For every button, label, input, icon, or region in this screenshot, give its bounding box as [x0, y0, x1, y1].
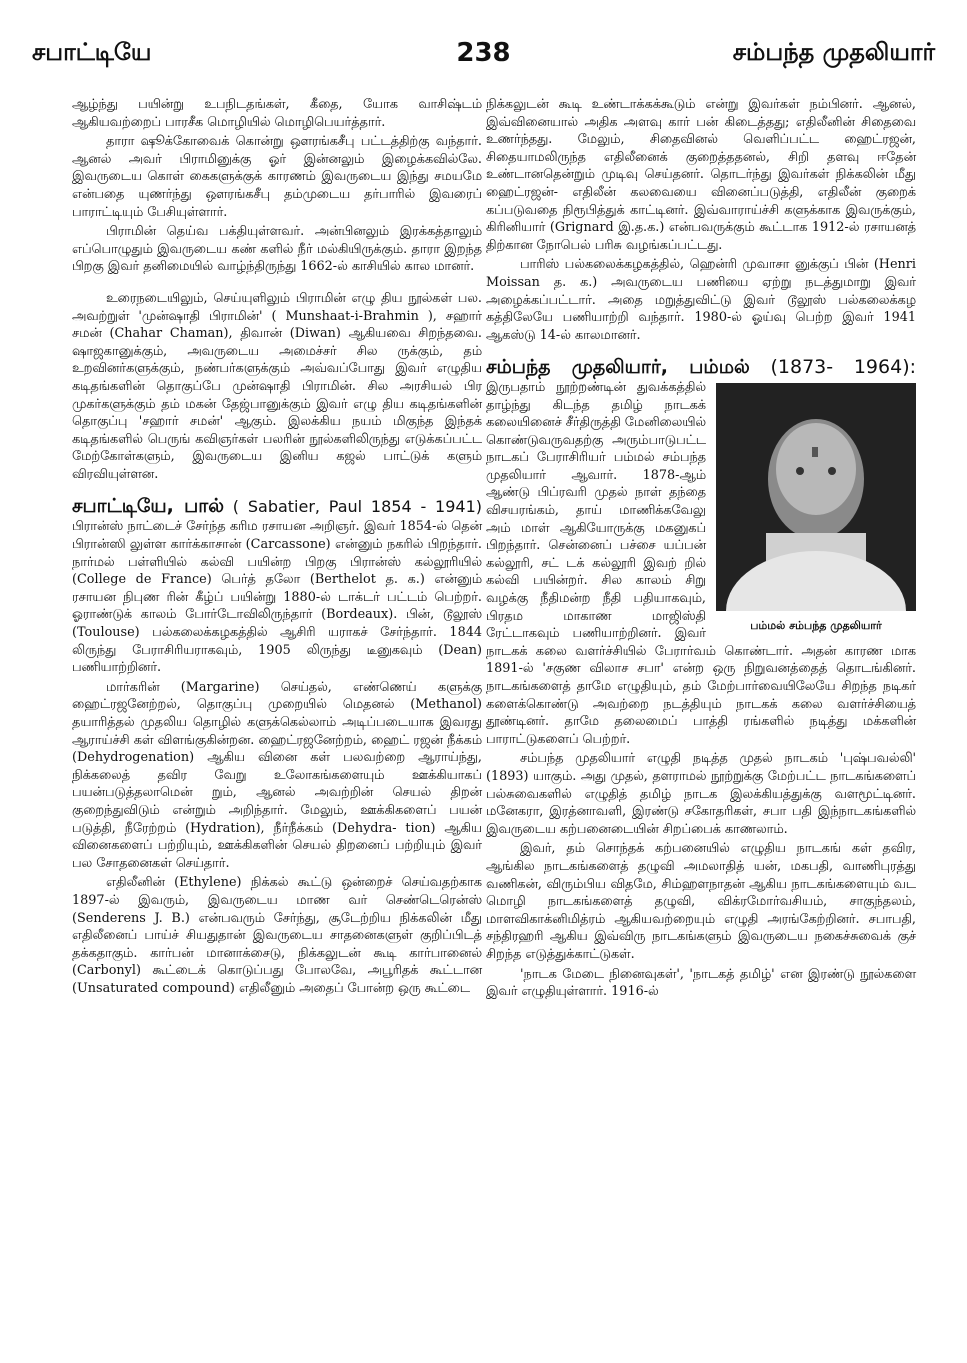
paragraph: பாரிஸ் பல்கலைக்கழகத்தில், ஹென்ரி முவாசா னுக்குப் பின் (Henri Moissan த. க.) அவருடைய பணியை ஏற்று நடத்துமாறு இவர் அழைக்கப்பட்டார். அதை மறுத்துவிட்டு இவர் டூலூஸ் பல்கலைக்கழ கத்திலேயே பணியாற்றி வந்தார். 1980-ல் ஓய்வு பெற்ற இவர் 1941 ஆகஸ்டு 14-ல் காலமானர். [486, 257, 916, 343]
entry-subtitle: ( Sabatier, Paul 1854 - 1941) [224, 497, 482, 517]
entry-title: சம்பந்த முதலியார், பம்மல் [486, 356, 750, 379]
paragraph: நிக்கலுடன் கூடி உண்டாக்கக்கூடும் என்று இவர்கள் நம்பினர். ஆனல், இவ்வினையால் அதிக அளவு கார் பன் கிடைத்தது; எதிலீனின் சிதைவை உணர்ந்தது. மேலும், சிதைவினல் வெளிப்பட்ட ஹைட்ரஜன், சிதையாமலிருந்த எதிலீனைக் குறைத்ததனல், சிறி தளவு ஈதேன் உண்டானதென்றும் முடிவு செய்தனர். தொடர்ந்து இவர்கள் நிக்கலின் மீது ஹைட்ரஜன்- எதிலீன் கலவையை வினைப்படுத்தி, எதிலீன் குறைக் கப்படுவதை நிரூபித்துக் காட்டினர். இவ்வாராய்ச்சி களுக்காக இவருக்கும், கிரினியார் (Grignard இ.த.க.) என்பவருக்கும் கூட்டாக 1912-ல் ரசாயனத் திற்கான நோபெல் பரிசு வழங்கப்பட்டது. [486, 97, 916, 253]
paragraph: 'நாடக மேடை நினைவுகள்', 'நாடகத் தமிழ்' என இரண்டு நூல்களை இவர் எழுதியுள்ளார். 1916-ல் [486, 966, 916, 1000]
entry-sambandha [486, 356, 916, 748]
photo-caption: பம்மல் சம்பந்த முதலியார் [750, 618, 882, 632]
paragraph: எதிலீனின் (Ethylene) நிக்கல் கூட்டு ஒன்றைச் செய்வதற்காக 1897-ல் இவரும், இவருடைய மாண வர் செண்டெரென்ஸ் (Senderens J. B.) என்பவரும் சேர்ந்து, சூடேற்றிய நிக்கலின் மீது எதிலீனைப் பாய்ச் சியதுதான் இவருடைய சாதனைகளுள் குறிப்பிடத் தக்கதாகும். கார்பன் மானாக்சைடு, நிக்கலுடன் கூடி கார்பானைல் (Carbonyl) கூட்டைக் கொடுப்பது போலவே, அபூரிதக் கூட்டான (Unsaturated compound) எதிலீனும் அதைப் போன்ற ஒரு கூட்டை [72, 875, 482, 996]
entry-body: பிரான்ஸ் நாட்டைச் சேர்ந்த கரிம ரசாயன அறிஞர். இவர் 1854-ல் தென் பிரான்ஸி லுள்ள கார்க்காசான் (Carcassone) என்னும் நகரில் பிறந்தார். நார்மல் பள்ளியில் கல்வி பயின்ற பிறகு பிரான்ஸ் கல்லூரியில் (College de France) பெர்த் தலோ (Berthelot த. க.) என்னும் ரசாயன நிபுண ரின் கீழ்ப் பயின்று 1880-ல் டாக்டர் பட்டம் பெற்றர். ஓராண்டுக் காலம் போர்டோவிலிருந்தார் (Bordeaux). பின், டூலூஸ் (Toulouse) பல்கலைக்கழகத்தில் ஆசிரி யராகச் சேர்ந்தார். 1844 லிருந்து பேராசிரியராகவும், 1905 லிருந்து டீனுகவும் (Dean) பணியாற்றினர். [72, 519, 482, 676]
entry-years: (1873- 1964): [749, 356, 917, 379]
paragraph: சம்பந்த முதலியார் எழுதி நடித்த முதல் நாடகம் 'புஷ்பவல்லி' (1893) யாகும். அது முதல், தளராமல் நூற்றுக்கு மேற்பட்ட நாடகங்களைப் பல்சுவைகளில் எழுதித் தமிழ் நாடக இலக்கியத்துக்கு வளமூட்டினர். மனேகரா, இரத்னாவளி, இரண்டு சகோதரிகள், சபா பதி இந்நாடகங்களில் இவருடைய கற்பனைடையின் சிறப்பைக் காணலாம். [486, 751, 916, 837]
paragraph: பிராமின் தெய்வ பக்தியுள்ளவர். அன்பினலும் இரக்கத்தாலும் எப்பொழுதும் இவருடைய கண் களில் நீர் மல்கியிருக்கும். தாரா இறந்த பிறகு இவர் தனிமையில் வாழ்ந்திருந்து 1662-ல் காசியில் கால மானர். [72, 224, 482, 275]
portrait-photo [716, 383, 916, 611]
running-head-left: சபாட்டியே [32, 38, 152, 66]
right-column [486, 96, 916, 1001]
paragraph: இவர், தம் சொந்தக் கற்பனையில் எழுதிய நாடகங் கள் தவிர, ஆங்கில நாடகங்களைத் தழுவி அமலாதித் யன், மகபதி, வாணிபுரத்து வணிகன், விரும்பிய விதமே, சிம்ஹளநாதன் ஆகிய நாடகங்களையும் வட மொழி நாடகங்களைத் தழுவி, விக்ரமோர்வசியம், சாகுந்தலம், மாளவிகாக்னிமித்ரம் ஆகியவற்றையும் எழுதி அரங்கேற்றினர். சபாபதி, சந்திரஹரி ஆகிய இவ்விரு நாடகங்களும் இவருடைய நகைச்சுவைக் குச் சிறந்த எடுத்துக்காட்டுகள். [486, 841, 916, 962]
paragraph: மார்கரின் (Margarine) செய்தல், எண்ணெய் களுக்கு ஹைட்ரஜனேற்றல், தொகுப்பு முறையில் மெதனல் (Methanol) தயாரித்தல் முதலிய தொழில் களுக்கெல்லாம் அடிப்படையாக இவரது ஆராய்ச்சி கள் விளங்குகின்றன. ஹைட்ரஜனேற்றம், ஹைட் ரஜன் நீக்கம் (Dehydrogenation) ஆகிய வினை கள் பலவற்றை ஆராய்ந்து, நிக்கலைத் தவிர வேறு உலோகங்களையும் ஊக்கியாகப் பயன்படுத்தலாமென் றும், ஆனல் அவற்றின் செயல் திறன் குறைந்துவிடும் என்றும் அறிந்தார். மேலும், ஊக்கிகளைப் பயன் படுத்தி, நீரேற்றம் (Hydration), நீர்நீக்கம் (Dehydra- tion) ஆகிய வினைகளைப் பற்றியும், ஊக்கிகளின் செயல் திறனைப் பற்றியும் இவர் பல சோதனைகள் செய்தார். [72, 679, 482, 871]
paragraph: உரைநடையிலும், செய்யுளிலும் பிராமின் எழு திய நூல்கள் பல. அவற்றுள் 'முன்ஷாதி பிராமின்' ( Munshaat-i-Brahmin ), சஹார் சமன் (Chahar Chaman), திவான் (Diwan) ஆகியவை சிறந்தவை. ஷாஜகானுக்கும், அவருடைய அமைச்சர் சில ருக்கும், தம் உறவினர்களுக்கும், நண்பர்களுக்கும் அவ்வப்போது இவர் எழுதிய கடிதங்களின் தொகுப்பே முன்ஷாதி பிராமின். சில அரசியல் பிர முகர்களுக்கும் தம் மகன் தேஜ்பானுக்கும் இவர் எழு திய கடிதங்களின் தொகுப்பு 'சஹார் சமன்' ஆகும். இலக்கிய நயம் மிகுந்த இந்தக் கடிதங்களில் பெருங் கவிஞர்கள் பலரின் நூல்களிலிருந்து எடுக்கப்பட்ட மேற்கோள்களும், இவருடைய இனிய கஜல் பாட்டுக் களும் விரவியுள்ளன. [72, 290, 482, 482]
portrait-figure [716, 383, 916, 635]
entry-sabatier [72, 495, 482, 676]
page-header [32, 38, 935, 78]
running-head-right: சம்பந்த முதலியார் [732, 38, 935, 66]
left-column [72, 96, 482, 998]
entry-title: சபாட்டியே, பால் [72, 495, 224, 518]
page-number: 238 [456, 38, 511, 68]
paragraph: தாரா ஷூக்கோவைக் கொன்று ஔரங்கசீபு பட்டத்திற்கு வந்தார். ஆனல் அவர் பிராமினுக்கு ஓர் இன்னலும் இழைக்கவில்லே. இவருடைய கொள் கைகளுக்குக் காரணம் இவருடைய இந்து சமயமே என்பதை யுணர்ந்து ஔரங்கசீபு தம்முடைய தர்பாரில் இவரைப் பாராட்டியும் பேசியுள்ளார். [72, 134, 482, 220]
entry-body: இருபதாம் நூற்றண்டின் துவக்கத்தில் தாழ்ந்து கிடந்த தமிழ் நாடகக் கலையினைச் சீர்திருத்தி மேனிலையில் கொண்டுவருவதற்கு அரும்பாடுபட்ட நாடகப் பேராசிரியர் பம்மல் சம்பந்த முதலியார் ஆவார். 1878-ஆம் ஆண்டு பிப்ரவரி முதல் நாள் தந்தை விசயரங்கம், தாய் மாணிக்கவேலு அம் மாள் ஆகியோருக்கு மகனுகப் பிறந்தார். சென்னைப் பச்சை யப்பன் கல்லூரி, சட் டக் கல்லூரி இவற் றில் கல்வி பயின்றர். சில காலம் சிறு வழக்கு நீதிமன்ற நீதி பதியாகவும், பிரதம மாகாண மாஜிஸ்தி ரேட்டாகவும் பணியாற்றினர். இவர் நாடகக் கலை வளர்ச்சியில் பேரார்வம் கொண்டார். அதன் காரண மாக 1891-ல் 'சகுண விலாச சபா' என்ற ஒரு நிறுவனத்தைத் தொடங்கினர். நாடகங்களைத் தாமே எழுதியும், தம் மேற்பார்வையிலேயே சிறந்த நடிகர் களைக்கொண்டு அவற்றை நடத்தியும் நாடகக் கலை வளர்ச்சியைத் தூண்டினர். தாமே தலைமைப் பாத்தி ரங்களில் நடித்து மக்களின் பாராட்டுகளைப் பெற்றர். [486, 379, 916, 747]
paragraph: ஆழ்ந்து பயின்று உபநிடதங்கள், கீதை, யோக வாசிஷ்டம் ஆகியவற்றைப் பாரசீக மொழியில் மொழிபெயர்த்தார். [72, 97, 482, 130]
